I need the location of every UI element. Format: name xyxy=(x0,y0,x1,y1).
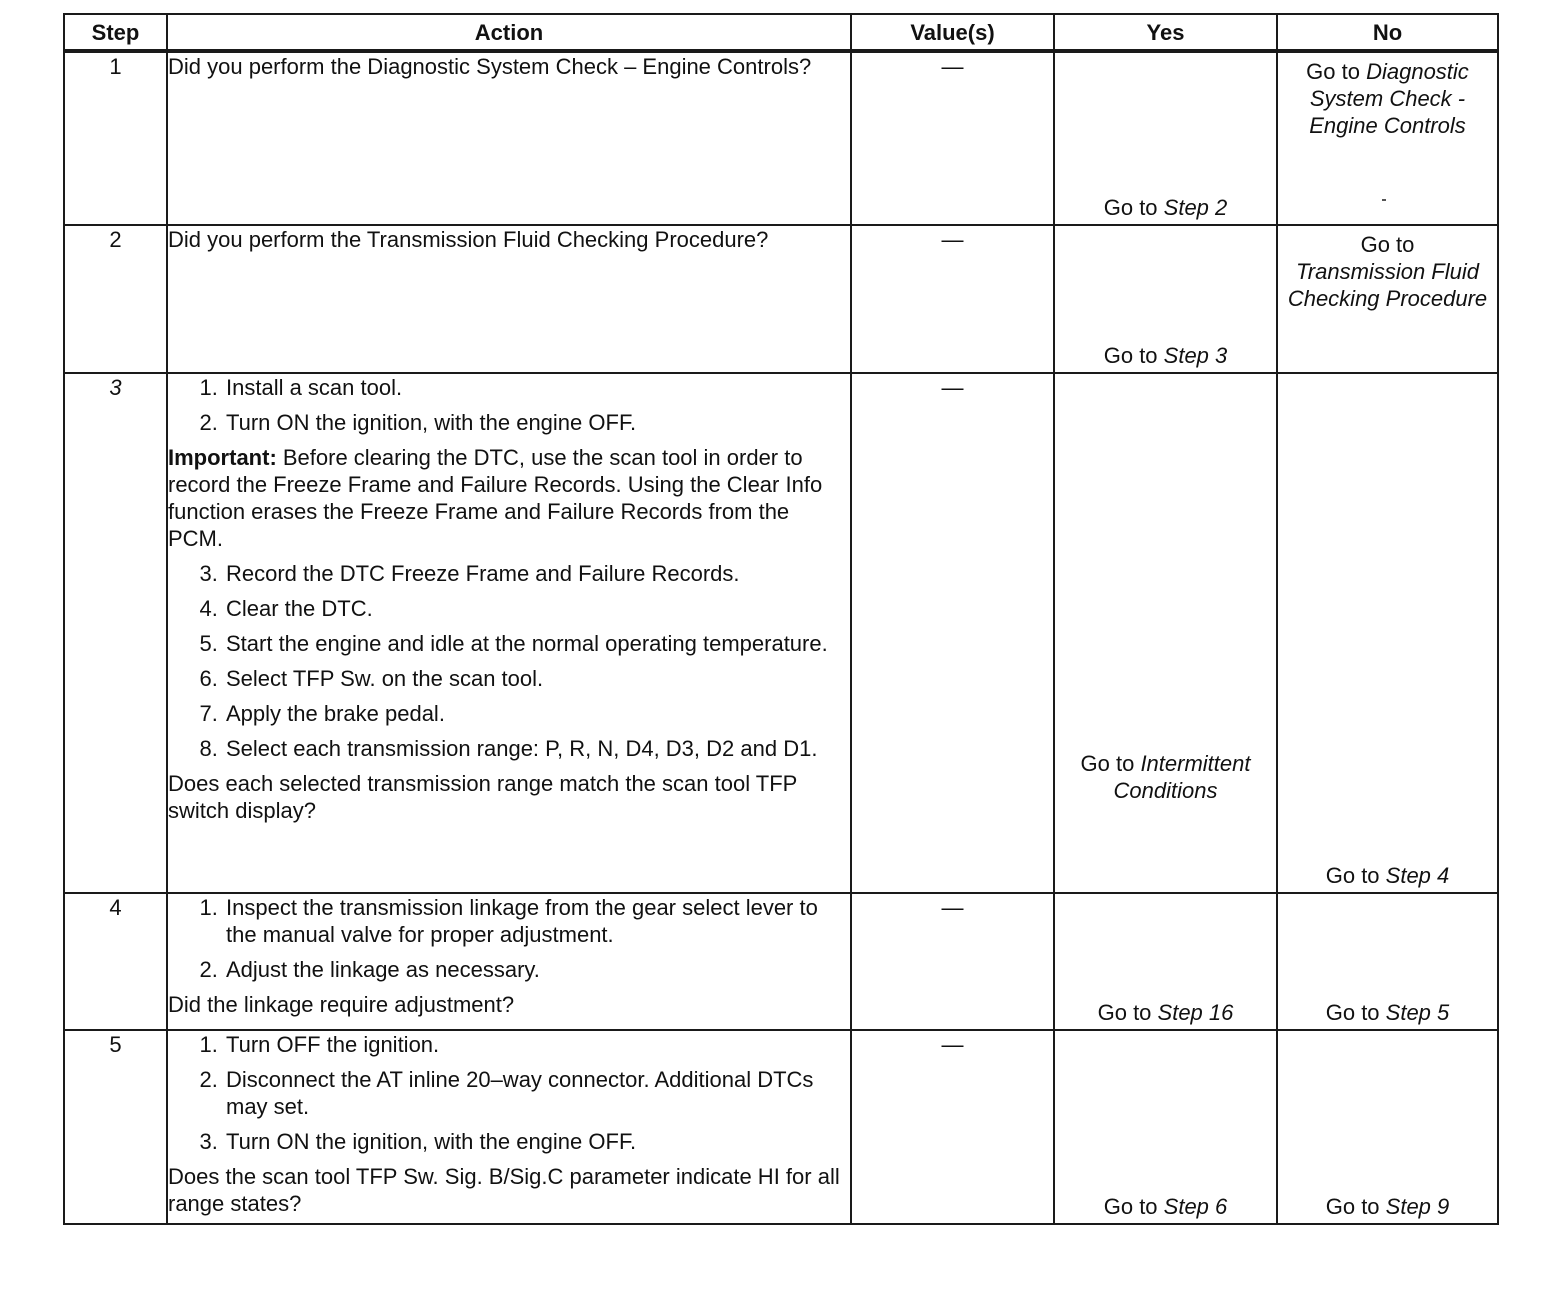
yes-cell xyxy=(1054,373,1277,893)
goto-link[interactable]: Diagnostic System Check - Engine Controls xyxy=(1309,59,1469,138)
step-number: 2 xyxy=(64,225,167,373)
yes-cell xyxy=(1054,51,1277,225)
step-number: 5 xyxy=(64,1030,167,1224)
yes-goto[interactable] xyxy=(1055,342,1276,369)
action-step: 7. Apply the brake pedal. xyxy=(224,700,850,727)
header-row xyxy=(64,14,1498,51)
value-cell xyxy=(851,1030,1054,1224)
goto-link[interactable]: Step 3 xyxy=(1163,343,1228,368)
step-number: 1 xyxy=(64,51,167,225)
action-steps xyxy=(168,374,850,436)
action-step: 5. Start the engine and idle at the normal operating temperature. xyxy=(224,630,850,657)
action-question: Did the linkage require adjustment? xyxy=(168,992,515,1017)
yes-goto[interactable] xyxy=(1055,194,1276,221)
important-note xyxy=(168,444,850,552)
action-cell xyxy=(167,51,851,225)
action-question: Did you perform the Transmission Fluid Checking Procedure? xyxy=(168,227,769,252)
yes-goto[interactable] xyxy=(1055,1193,1276,1220)
goto-link[interactable]: Step 16 xyxy=(1157,1000,1234,1025)
scan-speck xyxy=(1382,199,1386,201)
goto-prefix: Go to xyxy=(1080,751,1141,776)
goto-link[interactable]: Step 6 xyxy=(1163,1194,1228,1219)
step-number: 4 xyxy=(64,893,167,1030)
goto-link[interactable]: Transmission Fluid Checking Procedure xyxy=(1287,259,1488,311)
goto-prefix: Go to xyxy=(1103,195,1164,220)
action-question: Does the scan tool TFP Sw. Sig. B/Sig.C parameter indicate HI for all range states? xyxy=(168,1164,840,1216)
value-cell xyxy=(851,225,1054,373)
header-action: Action xyxy=(167,14,851,51)
no-goto[interactable] xyxy=(1278,226,1497,312)
step-number xyxy=(64,373,167,893)
action-step: 3. Record the DTC Freeze Frame and Failure Records. xyxy=(224,560,850,587)
yes-cell xyxy=(1054,1030,1277,1224)
goto-prefix: Go to xyxy=(1325,1194,1386,1219)
yes-goto[interactable] xyxy=(1055,999,1276,1026)
yes-cell xyxy=(1054,225,1277,373)
header-no: No xyxy=(1277,14,1498,51)
table-row xyxy=(64,893,1498,1030)
goto-prefix: Go to xyxy=(1103,343,1164,368)
action-question: Did you perform the Diagnostic System Check – Engine Controls? xyxy=(168,54,812,79)
action-steps xyxy=(168,1031,850,1155)
action-cell xyxy=(167,893,851,1030)
no-goto[interactable] xyxy=(1278,862,1497,889)
action-steps xyxy=(168,894,850,983)
action-step: 2. Adjust the linkage as necessary. xyxy=(224,956,850,983)
value-cell xyxy=(851,373,1054,893)
important-text: Before clearing the DTC, use the scan tool in order to record the Freeze Frame and Failure Records. Using the Clear Info function erases the Freeze Frame and Failure Records from the PCM. xyxy=(168,445,823,551)
goto-link[interactable]: Step 2 xyxy=(1163,195,1228,220)
action-step: 2. Turn ON the ignition, with the engine OFF. xyxy=(224,409,850,436)
no-cell xyxy=(1277,1030,1498,1224)
diagnostic-table xyxy=(63,13,1499,1225)
no-goto[interactable] xyxy=(1278,999,1497,1026)
goto-prefix: Go to xyxy=(1360,232,1415,257)
action-cell xyxy=(167,225,851,373)
header-step: Step xyxy=(64,14,167,51)
goto-link[interactable]: Step 5 xyxy=(1385,1000,1450,1025)
value-dash: — xyxy=(941,375,964,400)
value-dash: — xyxy=(941,54,964,79)
action-question: Does each selected transmission range match the scan tool TFP switch display? xyxy=(168,771,797,823)
value-cell xyxy=(851,51,1054,225)
goto-prefix: Go to xyxy=(1306,59,1367,84)
goto-prefix: Go to xyxy=(1097,1000,1158,1025)
step-number-text: 3 xyxy=(109,375,122,400)
action-step: 6. Select TFP Sw. on the scan tool. xyxy=(224,665,850,692)
value-dash: — xyxy=(941,227,964,252)
no-goto[interactable] xyxy=(1278,53,1497,139)
no-goto[interactable] xyxy=(1278,1193,1497,1220)
no-cell xyxy=(1277,373,1498,893)
goto-link[interactable]: Step 4 xyxy=(1385,863,1450,888)
no-cell xyxy=(1277,51,1498,225)
action-step: 4. Clear the DTC. xyxy=(224,595,850,622)
action-cell xyxy=(167,373,851,893)
header-yes: Yes xyxy=(1054,14,1277,51)
action-step: 8. Select each transmission range: P, R, N, D4, D3, D2 and D1. xyxy=(224,735,850,762)
yes-goto[interactable] xyxy=(1055,750,1276,804)
table-row xyxy=(64,373,1498,893)
action-steps xyxy=(168,560,850,762)
table-row xyxy=(64,51,1498,225)
action-step: 2. Disconnect the AT inline 20–way connector. Additional DTCs may set. xyxy=(224,1066,850,1120)
action-cell xyxy=(167,1030,851,1224)
value-dash: — xyxy=(941,895,964,920)
goto-prefix: Go to xyxy=(1103,1194,1164,1219)
important-label: Important: xyxy=(168,445,277,470)
action-step: 1. Inspect the transmission linkage from the gear select lever to the manual valve for proper adjustment. xyxy=(224,894,850,948)
header-values: Value(s) xyxy=(851,14,1054,51)
table-row xyxy=(64,225,1498,373)
goto-prefix: Go to xyxy=(1325,1000,1386,1025)
action-step: 1. Turn OFF the ignition. xyxy=(224,1031,850,1058)
goto-prefix: Go to xyxy=(1325,863,1386,888)
no-cell xyxy=(1277,893,1498,1030)
value-dash: — xyxy=(941,1032,964,1057)
no-cell xyxy=(1277,225,1498,373)
table-row xyxy=(64,1030,1498,1224)
value-cell xyxy=(851,893,1054,1030)
yes-cell xyxy=(1054,893,1277,1030)
action-step: 3. Turn ON the ignition, with the engine OFF. xyxy=(224,1128,850,1155)
action-step: 1. Install a scan tool. xyxy=(224,374,850,401)
goto-link[interactable]: Intermittent Conditions xyxy=(1113,751,1251,803)
goto-link[interactable]: Step 9 xyxy=(1385,1194,1450,1219)
